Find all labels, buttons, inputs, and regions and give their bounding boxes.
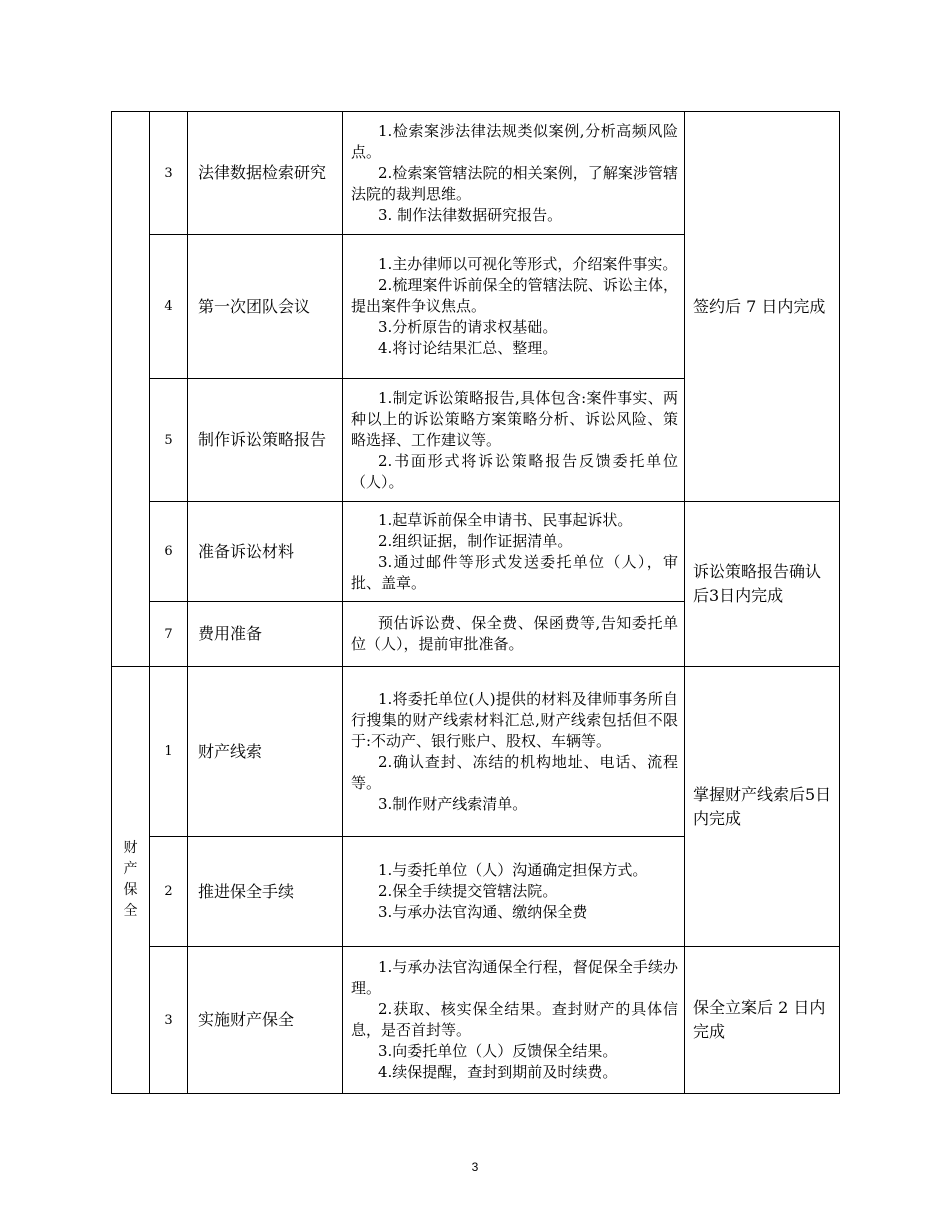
task-content: 预估诉讼费、保全费、保函费等,告知委托单位（人），提前审批准备。 [343, 602, 685, 667]
task-content: 1.主办律师以可视化等形式，介绍案件事实。 2.梳理案件诉前保全的管辖法院、诉讼主体，提出案件争议焦点。 3.分析原告的请求权基础。 4.将讨论结果汇总、整理。 [343, 235, 685, 379]
task-content: 1.与委托单位（人）沟通确定担保方式。 2.保全手续提交管辖法院。 3.与承办法官沟通、缴纳保全费 [343, 837, 685, 947]
phase-cell-empty [112, 112, 150, 667]
task-name: 费用准备 [188, 602, 343, 667]
row-number: 4 [150, 235, 188, 379]
row-number: 5 [150, 379, 188, 502]
task-name: 推进保全手续 [188, 837, 343, 947]
phase-cell [112, 667, 150, 1094]
task-name: 第一次团队会议 [188, 235, 343, 379]
task-name: 实施财产保全 [188, 947, 343, 1094]
deadline-cell: 保全立案后 2 日内完成 [685, 947, 840, 1094]
task-content: 1.将委托单位(人)提供的材料及律师事务所自行搜集的财产线索材料汇总,财产线索包括但不限于:不动产、银行账户、股权、车辆等。 2.确认查封、冻结的机构地址、电话、流程等。 3.制作财产线索清单。 [343, 667, 685, 837]
row-number: 1 [150, 667, 188, 837]
row-number: 6 [150, 502, 188, 602]
task-name: 制作诉讼策略报告 [188, 379, 343, 502]
task-content: 1.起草诉前保全申请书、民事起诉状。 2.组织证据，制作证据清单。 3.通过邮件等形式发送委托单位（人），审批、盖章。 [343, 502, 685, 602]
row-number: 3 [150, 947, 188, 1094]
row-number: 3 [150, 112, 188, 235]
work-plan-table [111, 111, 840, 1094]
task-name: 财产线索 [188, 667, 343, 837]
task-content: 1.检索案涉法律法规类似案例,分析高频风险点。 2.检索案管辖法院的相关案例，了解案涉管辖法院的裁判思维。 3. 制作法律数据研究报告。 [343, 112, 685, 235]
table-row [112, 947, 840, 1094]
phase-label: 财产保全 [123, 840, 138, 919]
task-content: 1.制定诉讼策略报告,具体包含:案件事实、两种以上的诉讼策略方案策略分析、诉讼风险、策略选择、工作建议等。 2.书面形式将诉讼策略报告反馈委托单位（人）。 [343, 379, 685, 502]
table-row [112, 502, 840, 602]
task-name: 准备诉讼材料 [188, 502, 343, 602]
task-name: 法律数据检索研究 [188, 112, 343, 235]
deadline-cell: 掌握财产线索后5日内完成 [685, 667, 840, 947]
row-number: 7 [150, 602, 188, 667]
page-number: 3 [471, 1160, 479, 1174]
task-content: 1.与承办法官沟通保全行程，督促保全手续办理。 2.获取、核实保全结果。查封财产的具体信息，是否首封等。 3.向委托单位（人）反馈保全结果。 4.续保提醒，查封到期前及时续费。 [343, 947, 685, 1094]
deadline-cell: 签约后 7 日内完成 [685, 112, 840, 502]
row-number: 2 [150, 837, 188, 947]
table-row [112, 112, 840, 235]
deadline-cell: 诉讼策略报告确认后3日内完成 [685, 502, 840, 667]
table-row [112, 667, 840, 837]
